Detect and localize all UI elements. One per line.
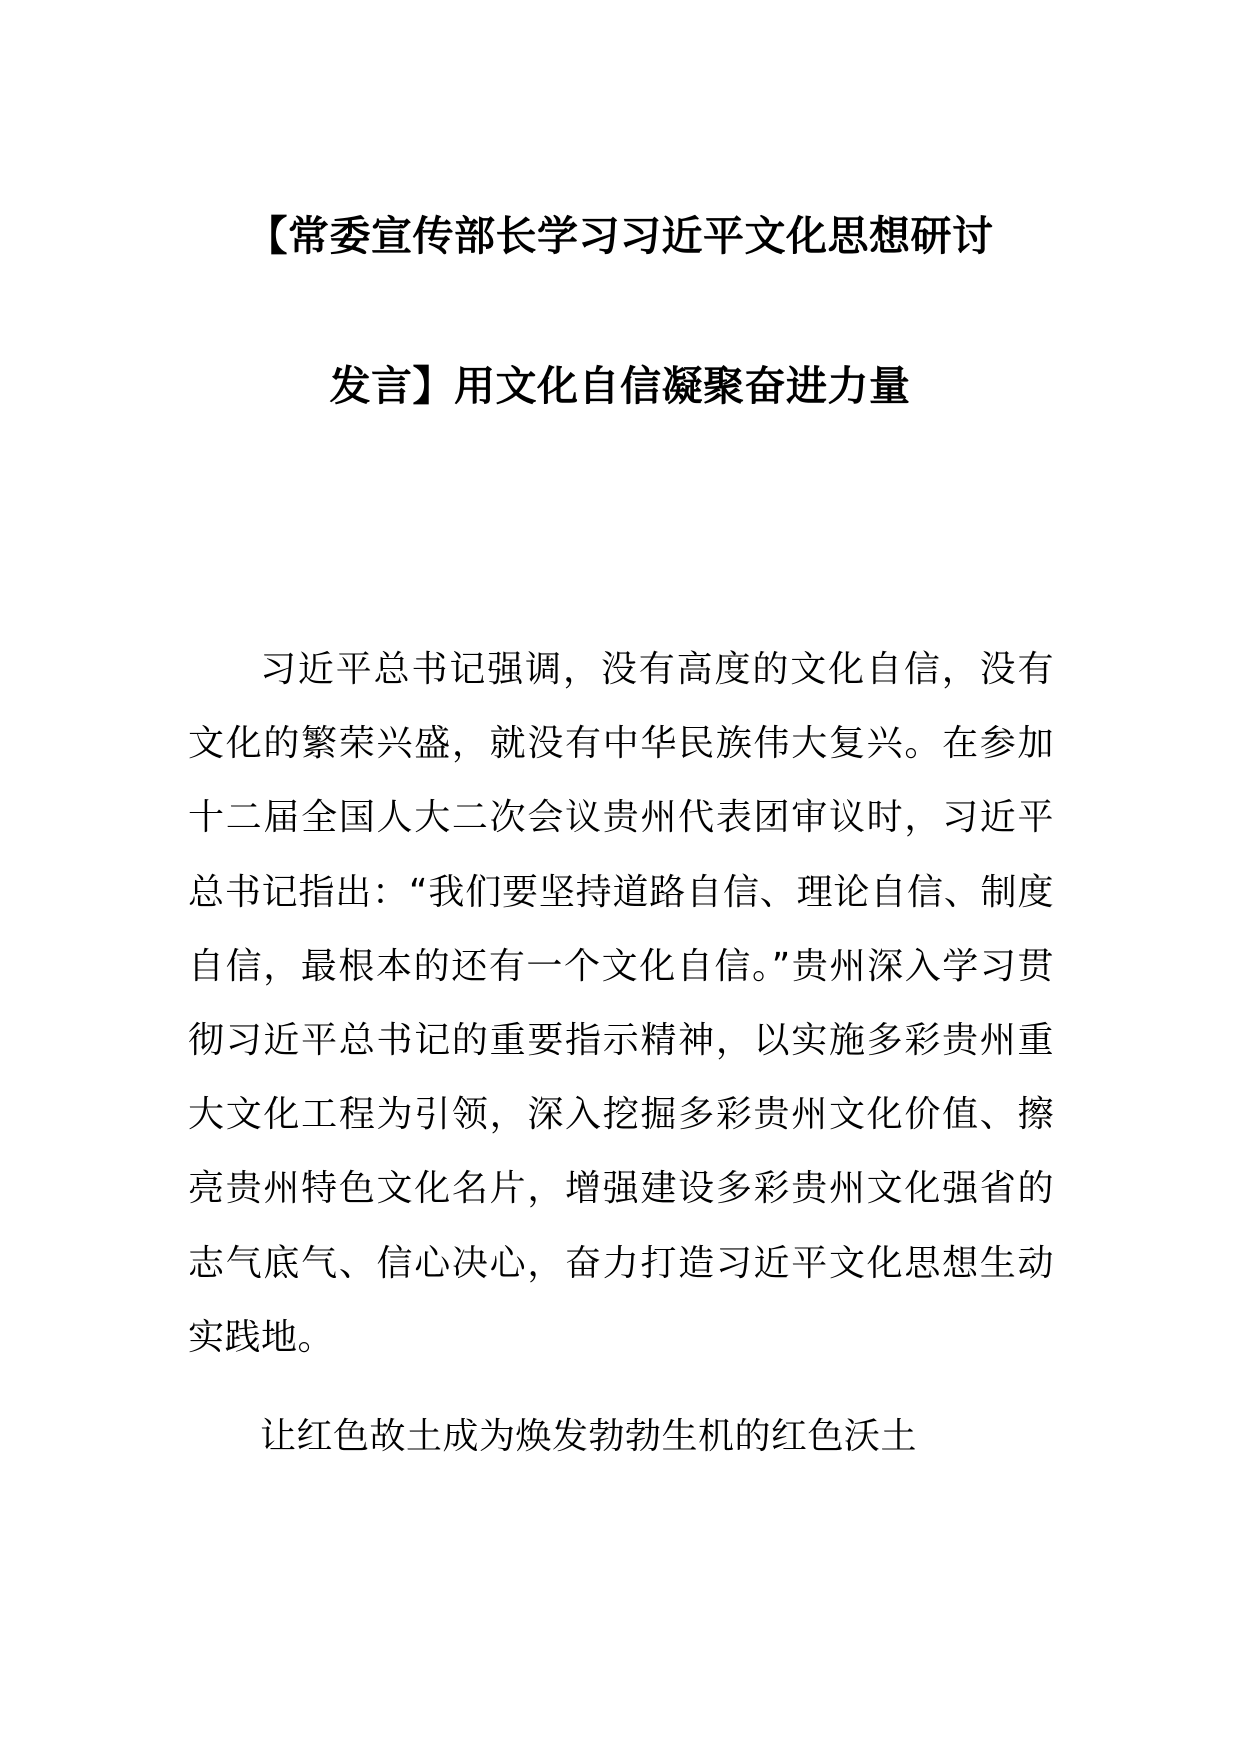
section-subheading: 让红色故土成为焕发勃勃生机的红色沃土 (260, 1416, 918, 1457)
document-title-line-2: 发言】用文化自信凝聚奋进力量 (329, 362, 911, 410)
document-title-line-1: 【常委宣传部长学习习近平文化思想研讨 (246, 212, 994, 260)
body-paragraph: 习近平总书记强调，没有高度的文化自信，没有文化的繁荣兴盛，就没有中华民族伟大复兴。在参加十二届全国人大二次会议贵州代表团审议时，习近平总书记指出：“我们要坚持道路自信、理论自信、制度自信，最根本的还有一个文化自信。”贵州深入学习贯彻习近平总书记的重要指示精神，以实施多彩贵州重大文化工程为引领，深入挖掘多彩贵州文化价值、擦亮贵州特色文化名片，增强建设多彩贵州文化强省的志气底气、信心决心，奋力打造习近平文化思想生动实践地。 (188, 649, 1054, 1358)
